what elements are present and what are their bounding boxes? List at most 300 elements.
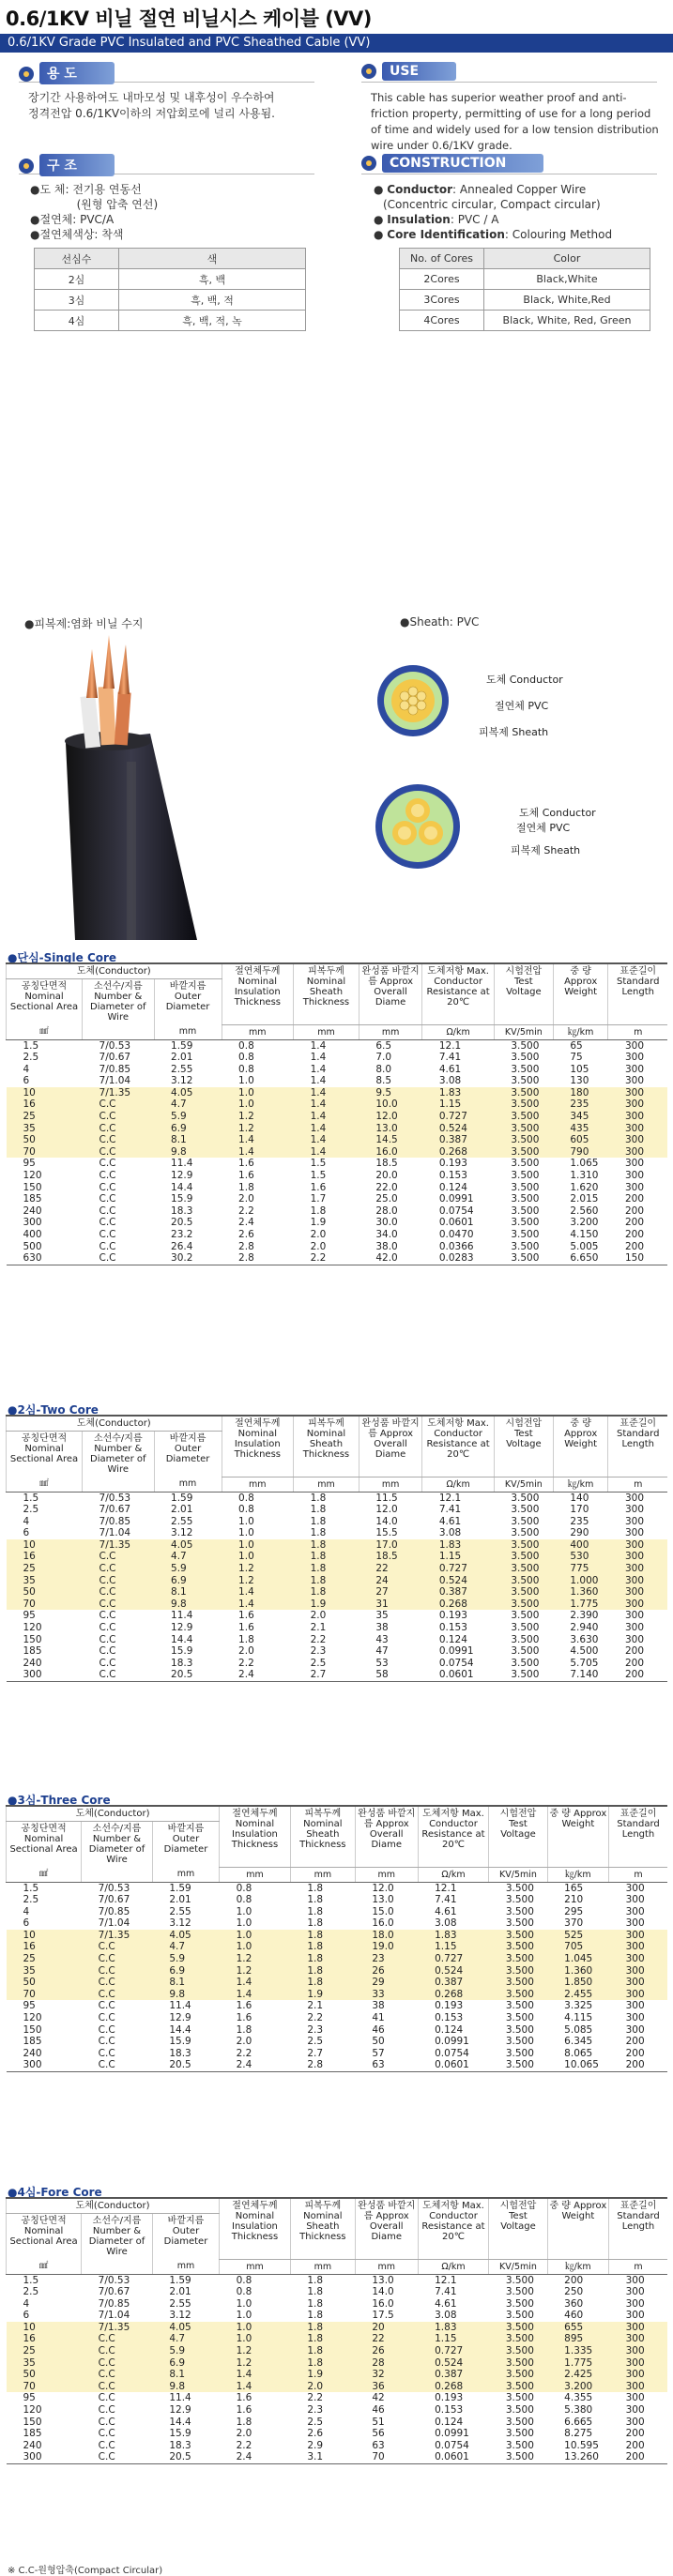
cell-test-voltage: 3.500 — [505, 2047, 534, 2059]
cell-overall-diameter: 19.0 — [355, 1941, 418, 1953]
cell-length: 300 — [609, 1930, 667, 1942]
cell-test-voltage: 3.500 — [489, 2059, 547, 2071]
cell-insulation: 0.8 — [236, 2274, 252, 2286]
cell-insulation: 1.0 — [220, 2333, 291, 2345]
cell-insulation: 1.2 — [222, 1123, 294, 1135]
header-voltage: 시험전압 Test Voltage — [494, 1416, 553, 1477]
unit-length: m — [609, 2259, 667, 2274]
cell-outer-diameter: 8.1 — [152, 1977, 219, 1989]
cell-weight: 5.705 — [570, 1657, 599, 1669]
cell-test-voltage: 3.500 — [489, 2369, 547, 2381]
header-weight: 중 량 Approx Weight — [553, 963, 608, 1024]
cell-overall-diameter: 36 — [355, 2381, 418, 2393]
cell-overall-diameter: 35 — [375, 1610, 389, 1622]
header-weight: 중 량 Approx Weight — [553, 1416, 608, 1477]
cell-overall-diameter: 11.5 — [375, 1492, 398, 1504]
table-row — [7, 2369, 668, 2381]
cell-outer-diameter: 4.05 — [154, 1539, 222, 1552]
cell-overall-diameter: 38.0 — [375, 1240, 398, 1252]
cell-length: 300 — [609, 2381, 667, 2393]
header-conductor-group: 도체(Conductor) — [7, 1806, 220, 1822]
cell-sheath: 1.8 — [307, 1882, 324, 1894]
cell-test-voltage: 3.500 — [505, 1894, 534, 1906]
cell-test-voltage: 3.500 — [494, 1551, 553, 1563]
cell-insulation: 1.6 — [238, 1610, 254, 1622]
cell-insulation: 2.2 — [238, 1205, 254, 1217]
cell-weight: 525 — [547, 1930, 608, 1942]
unit-weight: ㎏/km — [553, 1024, 608, 1039]
table-row — [7, 2392, 668, 2404]
cell-overall-diameter: 18.5 — [375, 1158, 398, 1170]
header-insulation: 절연체두께 Nominal Insulation Thickness — [222, 963, 294, 1024]
table-row — [7, 1182, 668, 1194]
cell-outer-diameter: 11.4 — [169, 2000, 191, 2012]
cell-outer-diameter: 14.4 — [169, 2416, 191, 2428]
cell-overall-diameter: 17.0 — [359, 1539, 422, 1552]
cell-wires: C.C — [82, 1965, 153, 1977]
cell-insulation: 1.0 — [222, 1099, 294, 1111]
cell-wires: C.C — [99, 1633, 116, 1645]
cell-overall-diameter: 18.5 — [359, 1551, 422, 1563]
cell-test-voltage: 3.500 — [489, 1941, 547, 1953]
cell-sheath: 1.8 — [290, 2357, 355, 2370]
cell-test-voltage: 3.500 — [494, 1669, 553, 1681]
cell-resistance: 4.61 — [435, 1905, 457, 1917]
bullet-icon — [361, 156, 376, 171]
section-structure-en: CONSTRUCTION — [361, 154, 657, 174]
cell-sheath: 1.5 — [310, 1158, 327, 1170]
header-overall: 완성품 바깥지름 Approx Overall Diame — [359, 1416, 422, 1477]
cell-weight: 2.015 — [570, 1193, 599, 1205]
cell-sheath: 1.4 — [294, 1099, 359, 1111]
cell-weight: 10.595 — [564, 2439, 599, 2451]
unit-overall: mm — [359, 1024, 422, 1039]
cell-length: 300 — [624, 1039, 644, 1052]
cell-resistance: 0.727 — [418, 1953, 489, 1965]
cell-test-voltage: 3.500 — [505, 2392, 534, 2404]
cell-weight: 250 — [564, 2286, 584, 2298]
page-title: 0.6/1KV 비닐 절연 비닐시스 케이블 (VV) — [6, 8, 372, 30]
cell-weight: 1.360 — [547, 1965, 608, 1977]
single-label-conductor: 도체 Conductor — [486, 674, 563, 686]
header-outer: 바깥지름 Outer Diameter — [154, 1432, 222, 1477]
unit-outer: mm — [152, 1867, 219, 1882]
cell-area: 185 — [23, 1193, 42, 1205]
cell-insulation: 1.0 — [236, 2310, 252, 2322]
cell-insulation: 0.8 — [236, 1894, 252, 1906]
cell-length: 300 — [608, 1099, 667, 1111]
cell-overall-diameter: 33 — [355, 1989, 418, 2001]
multi-label-sheath: 피복제 Sheath — [511, 844, 581, 856]
cell-sheath: 1.8 — [307, 1905, 324, 1917]
cell-weight: 10.065 — [547, 2059, 608, 2071]
cell-area: 120 — [23, 1170, 42, 1182]
cell-wires: 7/0.85 — [99, 1515, 131, 1527]
cell-area: 120 — [23, 2404, 42, 2417]
cell-length: 300 — [624, 1181, 644, 1193]
cell-length: 300 — [608, 1586, 667, 1599]
cell-weight: 1.335 — [547, 2345, 608, 2357]
cell-insulation: 1.2 — [222, 1563, 294, 1575]
cell-length: 300 — [608, 1599, 667, 1611]
cell-resistance: 0.193 — [438, 1610, 467, 1622]
table-row — [7, 2404, 668, 2417]
cell-overall-diameter: 12.0 — [359, 1111, 422, 1123]
cell-resistance: 7.41 — [438, 1504, 462, 1516]
cell-test-voltage: 3.500 — [511, 1075, 540, 1087]
cell-length: 300 — [625, 2000, 645, 2012]
cell-test-voltage: 3.500 — [494, 1134, 553, 1146]
unit-insulation: mm — [220, 2259, 291, 2274]
single-label-insulation: 절연체 PVC — [495, 700, 549, 712]
cell-resistance: 4.61 — [438, 1063, 462, 1075]
unit-area: ㎟ — [7, 1867, 82, 1882]
cell-insulation: 1.2 — [220, 1965, 291, 1977]
cell-outer-diameter: 2.55 — [169, 1905, 191, 1917]
table-row — [7, 1111, 668, 1123]
cell-test-voltage: 3.500 — [505, 1882, 534, 1894]
unit-resistance: Ω/km — [418, 2259, 489, 2274]
cell-area: 240 — [23, 1657, 42, 1669]
cell-weight: 8.275 — [564, 2428, 593, 2440]
cell-test-voltage: 3.500 — [489, 2333, 547, 2345]
unit-outer: mm — [154, 1477, 222, 1492]
cell-insulation: 0.8 — [236, 2286, 252, 2298]
cell-outer-diameter: 15.9 — [171, 1645, 193, 1658]
cell-weight: 3.630 — [570, 1633, 599, 1645]
cell-weight: 2.390 — [570, 1610, 599, 1622]
cell-insulation: 2.8 — [222, 1252, 294, 1265]
cell-area: 6 — [23, 2310, 30, 2322]
cell-wires: C.C — [98, 2036, 115, 2048]
cell-wires: 7/1.04 — [99, 1527, 131, 1539]
cell-insulation: 1.4 — [220, 1977, 291, 1989]
cell-wires: 7/0.67 — [98, 1894, 130, 1906]
cell-resistance: 0.153 — [435, 2404, 464, 2417]
cell-insulation: 2.4 — [220, 2059, 291, 2071]
cell-area: 6 — [23, 1527, 30, 1539]
cell-resistance: 0.268 — [418, 1989, 489, 2001]
cell-test-voltage: 3.500 — [489, 1989, 547, 2001]
table-title-two: ●2심-Two Core — [8, 1403, 99, 1417]
cell-wires: C.C — [82, 1977, 153, 1989]
cell-area: 6 — [23, 1075, 30, 1087]
cell-area: 10 — [7, 1930, 82, 1942]
cell-sheath: 1.8 — [307, 2310, 324, 2322]
cell-overall-diameter: 14.0 — [372, 2286, 394, 2298]
cell-length: 200 — [624, 1193, 644, 1205]
cell-sheath: 2.9 — [307, 2439, 324, 2451]
cell-insulation: 1.0 — [238, 1075, 254, 1087]
cell-resistance: 12.1 — [435, 2274, 457, 2286]
table-row — [7, 2048, 668, 2060]
cell-weight: 1.850 — [547, 1977, 608, 1989]
cell-resistance: 3.08 — [435, 1917, 457, 1930]
cell-resistance: 0.727 — [422, 1111, 495, 1123]
cell-test-voltage: 3.500 — [505, 2036, 534, 2048]
cell-area: 16 — [7, 1941, 82, 1953]
cell-wires: C.C — [98, 2012, 115, 2024]
table-row — [7, 1170, 668, 1182]
cell-outer-diameter: 4.7 — [152, 2333, 219, 2345]
cell-outer-diameter: 6.9 — [154, 1575, 222, 1587]
cell-overall-diameter: 20 — [355, 2322, 418, 2334]
cell-test-voltage: 3.500 — [511, 1063, 540, 1075]
cell-test-voltage: 3.500 — [494, 1111, 553, 1123]
cell-area: 120 — [23, 2012, 42, 2024]
cell-length: 200 — [625, 2036, 645, 2048]
cell-sheath: 2.0 — [310, 1229, 327, 1240]
cell-sheath: 2.0 — [310, 1240, 327, 1252]
cell-insulation: 1.8 — [238, 1633, 254, 1645]
cell-length: 300 — [624, 1158, 644, 1170]
cell-test-voltage: 3.500 — [505, 2286, 534, 2298]
unit-sheath: mm — [290, 1867, 355, 1882]
cell-outer-diameter: 9.8 — [152, 2381, 219, 2393]
cell-wires: C.C — [82, 2333, 153, 2345]
cell-resistance: 7.41 — [438, 1052, 462, 1064]
cell-outer-diameter: 6.9 — [152, 1965, 219, 1977]
color-table-en: No. of Cores Color 2Cores Black,White 3Cores Black, White,Red 4Cores Black, White, Red, Green — [399, 248, 650, 331]
cell-length: 300 — [609, 2369, 667, 2381]
cell-insulation: 0.8 — [238, 1063, 254, 1075]
cell-weight: 655 — [547, 2322, 608, 2334]
cell-outer-diameter: 2.55 — [171, 1063, 193, 1075]
cell-overall-diameter: 38 — [375, 1622, 389, 1634]
table-row — [7, 1504, 668, 1516]
cell-overall-diameter: 12.0 — [372, 1882, 394, 1894]
cell-resistance: 1.83 — [422, 1087, 495, 1099]
cell-wires: C.C — [83, 1146, 155, 1159]
cell-resistance: 12.1 — [435, 1882, 457, 1894]
cell-area: 70 — [7, 1146, 83, 1159]
cell-outer-diameter: 4.05 — [152, 1930, 219, 1942]
cell-outer-diameter: 4.7 — [152, 1941, 219, 1953]
cell-insulation: 1.0 — [222, 1539, 294, 1552]
cell-wires: C.C — [83, 1599, 155, 1611]
cell-outer-diameter: 4.05 — [154, 1087, 222, 1099]
cell-insulation: 1.0 — [222, 1087, 294, 1099]
cell-wires: 7/1.35 — [82, 1930, 153, 1942]
table-row — [7, 1241, 668, 1253]
cell-wires: C.C — [82, 1989, 153, 2001]
cell-outer-diameter: 3.12 — [169, 2310, 191, 2322]
cell-insulation: 0.8 — [236, 1882, 252, 1894]
header-conductor-group: 도체(Conductor) — [7, 1416, 222, 1432]
cell-area: 16 — [7, 2333, 82, 2345]
cell-wires: C.C — [99, 1193, 116, 1205]
cell-test-voltage: 3.500 — [494, 1586, 553, 1599]
cell-test-voltage: 3.500 — [494, 1099, 553, 1111]
cell-sheath: 1.5 — [310, 1170, 327, 1182]
cell-outer-diameter: 14.4 — [171, 1181, 193, 1193]
cell-resistance: 1.83 — [418, 2322, 489, 2334]
cell-test-voltage: 3.500 — [511, 1610, 540, 1622]
cell-length: 300 — [625, 2023, 645, 2036]
cell-length: 300 — [608, 1111, 667, 1123]
cell-overall-diameter: 32 — [355, 2369, 418, 2381]
cell-area: 150 — [23, 2023, 42, 2036]
cell-overall-diameter: 24 — [359, 1575, 422, 1587]
unit-resistance: Ω/km — [422, 1024, 495, 1039]
table-row — [7, 1205, 668, 1218]
cell-resistance: 0.268 — [422, 1599, 495, 1611]
cell-resistance: 0.153 — [438, 1170, 467, 1182]
cell-overall-diameter: 22.0 — [375, 1181, 398, 1193]
cell-insulation: 2.6 — [238, 1229, 254, 1240]
cell-length: 300 — [608, 1575, 667, 1587]
cell-length: 300 — [625, 2274, 645, 2286]
header-outer: 바깥지름 Outer Diameter — [152, 2214, 219, 2260]
cell-outer-diameter: 18.3 — [171, 1205, 193, 1217]
cell-overall-diameter: 47 — [375, 1645, 389, 1658]
cell-insulation: 2.4 — [222, 1669, 294, 1681]
cell-weight: 1.360 — [553, 1586, 608, 1599]
cell-wires: C.C — [82, 1941, 153, 1953]
cell-area: 25 — [7, 1953, 82, 1965]
cell-outer-diameter: 20.5 — [152, 2059, 219, 2071]
cell-resistance: 0.0754 — [435, 2439, 469, 2451]
unit-insulation: mm — [222, 1477, 294, 1492]
cell-resistance: 3.08 — [438, 1075, 462, 1087]
cell-outer-diameter: 11.4 — [171, 1610, 193, 1622]
cell-wires: C.C — [98, 2000, 115, 2012]
cell-insulation: 1.2 — [220, 2345, 291, 2357]
table-row — [7, 2000, 668, 2012]
table-row — [7, 2059, 668, 2071]
cell-outer-diameter: 8.1 — [152, 2369, 219, 2381]
cell-test-voltage: 3.500 — [489, 1977, 547, 1989]
cell-length: 300 — [624, 1633, 644, 1645]
cell-length: 300 — [609, 2333, 667, 2345]
cell-test-voltage: 3.500 — [489, 2322, 547, 2334]
cell-area: 16 — [7, 1551, 83, 1563]
cell-weight: 3.200 — [570, 1217, 599, 1229]
table-row — [7, 2274, 668, 2286]
cell-resistance: 0.0754 — [435, 2047, 469, 2059]
cell-outer-diameter: 14.4 — [171, 1633, 193, 1645]
cell-length: 300 — [609, 1953, 667, 1965]
cell-weight: 460 — [564, 2310, 584, 2322]
cell-overall-diameter: 13.0 — [359, 1123, 422, 1135]
header-wires: 소선수/지름 Number & Diameter of Wire — [82, 2214, 153, 2260]
cell-weight: 4.500 — [570, 1645, 599, 1658]
table-title-three: ●3심-Three Core — [8, 1794, 111, 1807]
unit-wires — [82, 1867, 153, 1882]
cell-outer-diameter: 15.9 — [169, 2036, 191, 2048]
cell-area: 10 — [7, 1539, 83, 1552]
table-row — [7, 1075, 668, 1087]
header-conductor-group: 도체(Conductor) — [7, 963, 222, 979]
cell-test-voltage: 3.500 — [505, 2404, 534, 2417]
cell-insulation: 2.2 — [236, 2439, 252, 2451]
cell-weight: 140 — [570, 1492, 589, 1504]
cell-sheath: 1.4 — [310, 1052, 327, 1064]
cell-resistance: 0.193 — [435, 2392, 464, 2404]
cell-outer-diameter: 1.59 — [169, 2274, 191, 2286]
cell-test-voltage: 3.500 — [505, 2428, 534, 2440]
cell-test-voltage: 3.500 — [489, 2451, 547, 2463]
cell-weight: 1.045 — [547, 1953, 608, 1965]
cell-insulation: 1.2 — [220, 2357, 291, 2370]
cell-overall-diameter: 28 — [355, 2357, 418, 2370]
cell-weight: 370 — [564, 1917, 584, 1930]
table-row — [7, 2357, 668, 2370]
cell-sheath: 2.3 — [310, 1645, 327, 1658]
cell-sheath: 1.4 — [294, 1087, 359, 1099]
cell-sheath: 2.8 — [290, 2059, 355, 2071]
cell-resistance: 4.61 — [435, 2297, 457, 2310]
header-sheath: 피복두께 Nominal Sheath Thickness — [290, 1806, 355, 1867]
table-row — [7, 1906, 668, 1918]
cell-weight: 1.000 — [553, 1575, 608, 1587]
cell-length: 200 — [609, 2059, 667, 2071]
table-row — [7, 2286, 668, 2298]
cell-insulation: 1.6 — [236, 2404, 252, 2417]
cell-wires: 7/0.53 — [98, 2274, 130, 2286]
cell-resistance: 0.387 — [418, 2369, 489, 2381]
unit-area: ㎟ — [7, 1024, 83, 1039]
cell-resistance: 0.153 — [438, 1622, 467, 1634]
cell-length: 300 — [625, 1894, 645, 1906]
cell-sheath: 1.8 — [307, 2286, 324, 2298]
cell-test-voltage: 3.500 — [505, 1917, 534, 1930]
cell-resistance: 0.727 — [418, 2345, 489, 2357]
cell-overall-diameter: 31 — [359, 1599, 422, 1611]
cell-outer-diameter: 2.55 — [171, 1515, 193, 1527]
table-row — [7, 1099, 668, 1111]
cell-weight: 200 — [564, 2274, 584, 2286]
cell-length: 200 — [624, 1240, 644, 1252]
cell-wires: C.C — [82, 2451, 153, 2463]
multi-label-insulation: 절연체 PVC — [516, 822, 571, 834]
cell-outer-diameter: 6.9 — [154, 1123, 222, 1135]
table-row — [7, 2345, 668, 2357]
cell-overall-diameter: 38 — [372, 2000, 385, 2012]
cell-wires: 7/1.04 — [98, 1917, 130, 1930]
cell-area: 95 — [23, 1158, 36, 1170]
cell-wires: C.C — [83, 1123, 155, 1135]
cell-insulation: 1.0 — [220, 2322, 291, 2334]
cell-outer-diameter: 1.59 — [171, 1492, 193, 1504]
cell-wires: C.C — [83, 1586, 155, 1599]
cell-sheath: 1.8 — [307, 1894, 324, 1906]
cell-outer-diameter: 9.8 — [152, 1989, 219, 2001]
table-title-four: ●4심-Fore Core — [8, 2186, 102, 2199]
cell-length: 300 — [608, 1123, 667, 1135]
cell-length: 300 — [624, 1075, 644, 1087]
unit-overall: mm — [359, 1477, 422, 1492]
cell-length: 300 — [608, 1539, 667, 1552]
table-row — [7, 1941, 668, 1953]
unit-voltage: KV/5min — [494, 1477, 553, 1492]
unit-weight: ㎏/km — [553, 1477, 608, 1492]
cell-insulation: 2.4 — [238, 1217, 254, 1229]
spec-table-two — [6, 1415, 667, 1682]
cell-weight: 210 — [564, 1894, 584, 1906]
cell-outer-diameter: 8.1 — [154, 1586, 222, 1599]
cell-area: 4 — [23, 1905, 30, 1917]
cell-weight: 5.005 — [570, 1240, 599, 1252]
cell-weight: 1.310 — [570, 1170, 599, 1182]
table-row — [7, 1052, 668, 1064]
cell-sheath: 1.8 — [294, 1575, 359, 1587]
cell-outer-diameter: 9.8 — [154, 1599, 222, 1611]
cell-resistance: 1.15 — [418, 1941, 489, 1953]
cell-outer-diameter: 1.59 — [169, 1882, 191, 1894]
table-row — [7, 2417, 668, 2429]
cell-resistance: 12.1 — [438, 1039, 462, 1052]
